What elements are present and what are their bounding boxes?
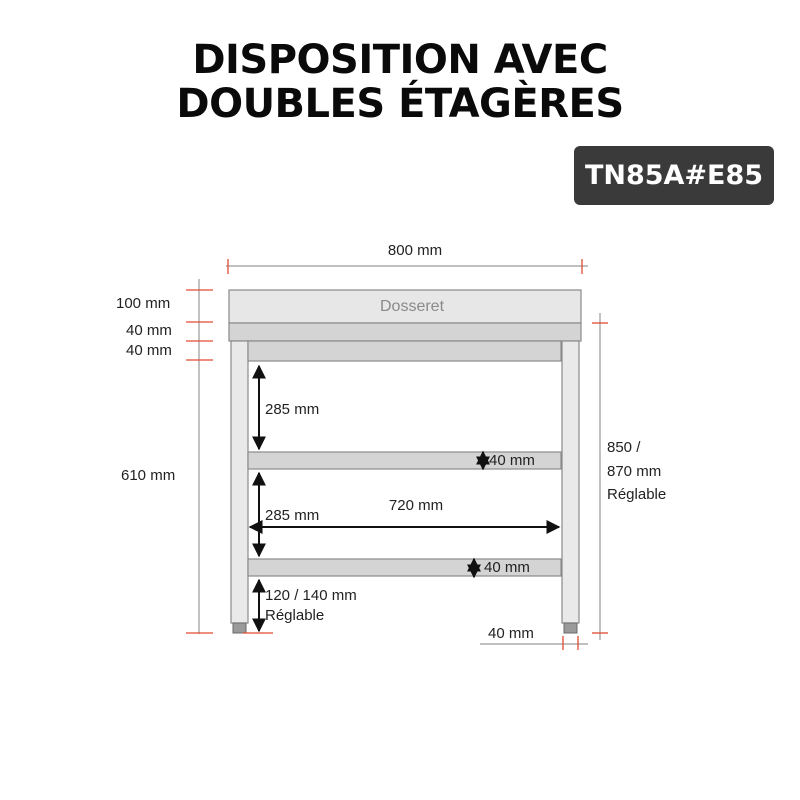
- gap-upper-label: 285 mm: [265, 401, 320, 418]
- product-reference-badge: TN85A#E85: [574, 146, 774, 205]
- right-height-dimension: [592, 313, 608, 640]
- shelf2-thickness-label: 40 mm: [484, 559, 530, 576]
- shelf1-thickness-label: 40 mm: [489, 452, 535, 469]
- leg-width-label: 40 mm: [488, 625, 534, 642]
- title-line-2: DOUBLES ÉTAGÈRES: [176, 81, 624, 127]
- width-dimension-line: [226, 259, 588, 274]
- foot-height-label-line2: Réglable: [265, 607, 325, 624]
- gap-lower-label: 285 mm: [265, 507, 320, 524]
- top-thickness-label: 40 mm: [126, 322, 172, 339]
- right-leg: [562, 341, 579, 623]
- total-height-label-line3: Réglable: [607, 486, 667, 503]
- backsplash-label: Dosseret: [379, 298, 445, 315]
- leg-height-label: 610 mm: [121, 467, 176, 484]
- inner-width-label: 720 mm: [388, 497, 444, 514]
- total-height-label-line1: 850 /: [607, 439, 641, 456]
- left-height-dimension: [186, 279, 213, 634]
- backsplash-height-label: 100 mm: [116, 295, 171, 312]
- frame-height-label: 40 mm: [126, 342, 172, 359]
- right-foot: [564, 623, 577, 633]
- title-line-1: DISPOSITION AVEC: [192, 37, 608, 83]
- left-foot: [233, 623, 246, 633]
- left-leg: [231, 341, 248, 623]
- total-height-label-line2: 870 mm: [607, 463, 662, 480]
- worktop: [229, 323, 581, 341]
- width-total-label: 800 mm: [387, 242, 443, 259]
- foot-height-label-line1: 120 / 140 mm: [265, 587, 357, 604]
- top-frame: [248, 341, 561, 361]
